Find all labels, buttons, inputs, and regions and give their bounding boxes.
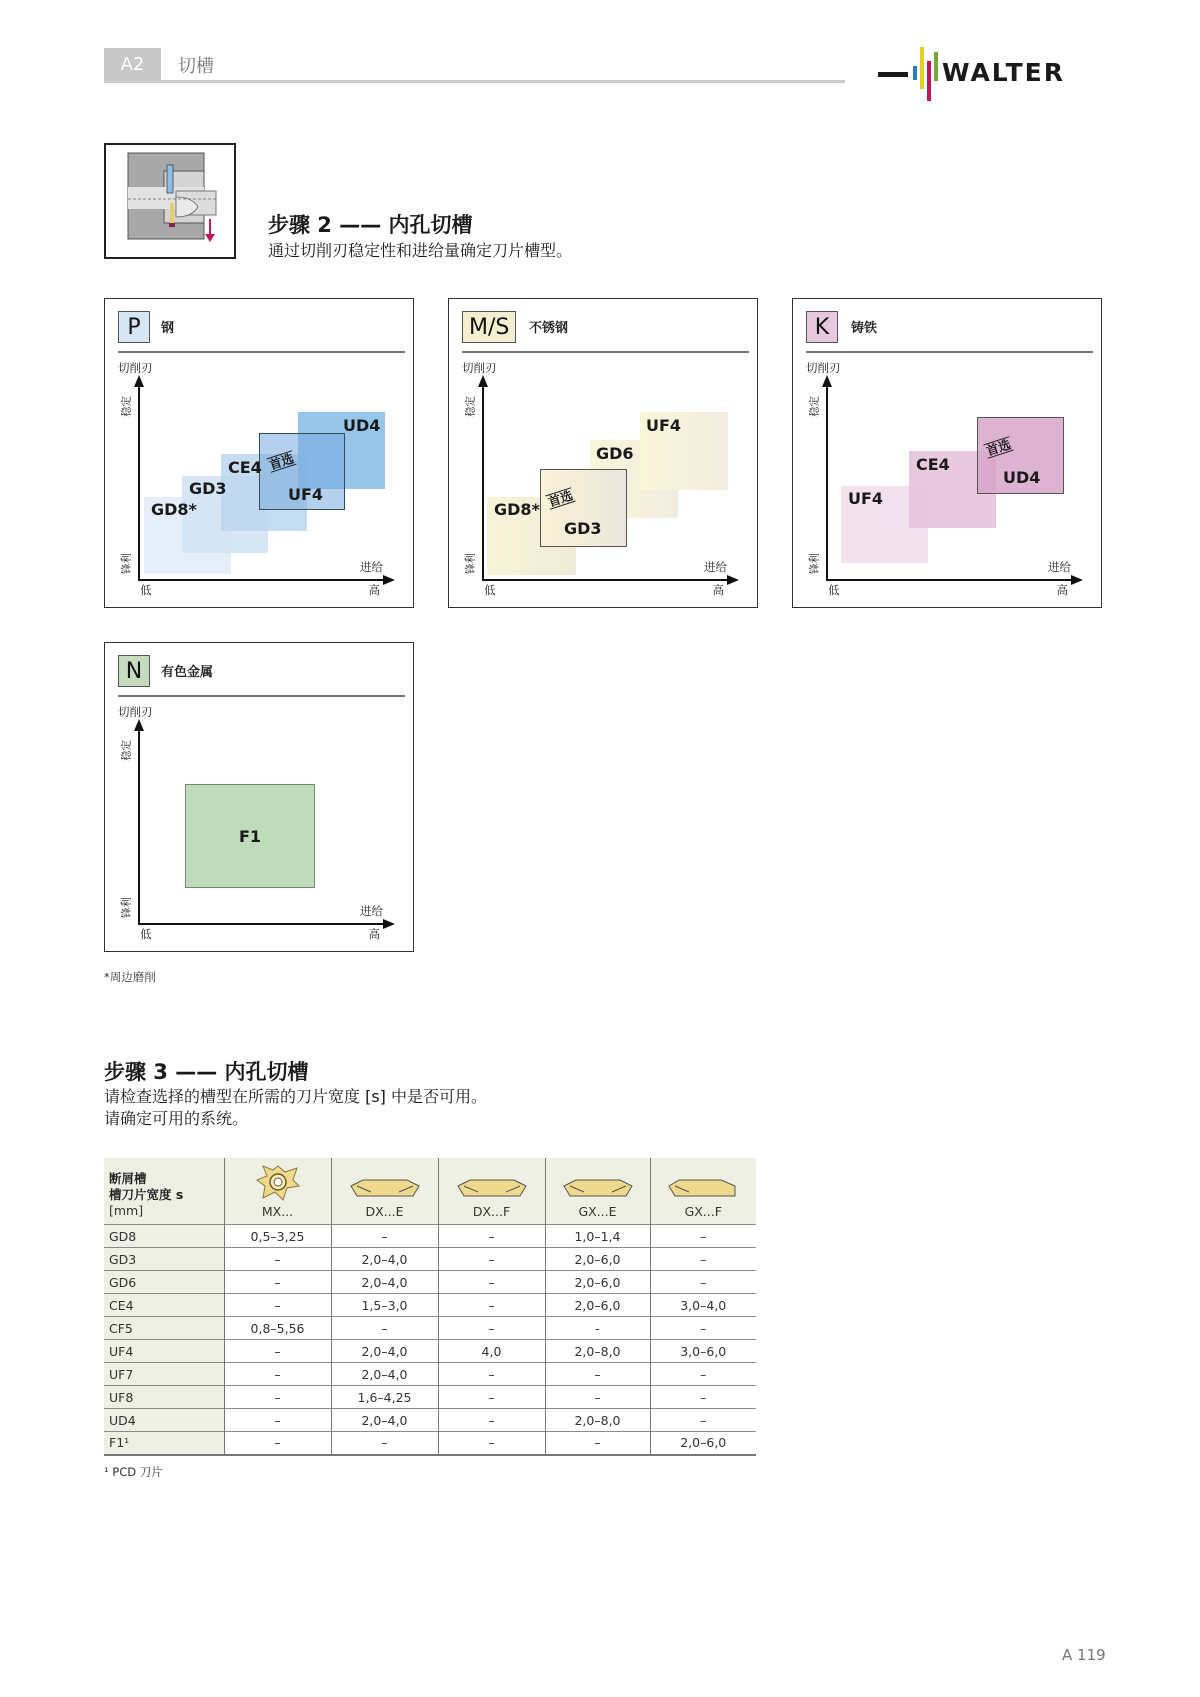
x-axis-low-label: 低	[484, 583, 496, 597]
block-label: UD4	[1003, 468, 1041, 487]
column-label: MX...	[261, 1204, 294, 1219]
cell: –	[650, 1363, 756, 1386]
column-label: GX...E	[578, 1204, 617, 1219]
row-name: CF5	[104, 1317, 224, 1340]
table-row	[104, 1340, 756, 1363]
y-axis-high-label: 稳定	[120, 396, 133, 417]
cell: -	[545, 1317, 650, 1340]
column-header-gx-f	[650, 1158, 756, 1225]
y-axis	[482, 387, 484, 581]
internal-grooving-diagram-icon	[104, 143, 236, 259]
table-row	[104, 1386, 756, 1409]
cell: –	[545, 1386, 650, 1409]
chipbreaker-width-table	[104, 1158, 756, 1456]
block-label: CE4	[228, 458, 262, 477]
cell: 1,6–4,25	[331, 1386, 438, 1409]
y-axis	[138, 731, 140, 925]
material-name: 铸铁	[851, 321, 878, 336]
chart-ms-stainless	[448, 298, 758, 608]
divider	[462, 351, 749, 353]
table-row	[104, 1294, 756, 1317]
y-axis-low-label: 锋利	[120, 553, 133, 574]
cell: –	[438, 1294, 545, 1317]
cell: –	[650, 1248, 756, 1271]
cell: 2,0–6,0	[545, 1294, 650, 1317]
row-name: GD8	[104, 1225, 224, 1248]
table-row	[104, 1432, 756, 1455]
block-label: CE4	[916, 455, 950, 474]
x-axis	[138, 923, 383, 925]
cell: –	[224, 1294, 331, 1317]
block-label: GD8*	[151, 500, 197, 519]
cell: 0,5–3,25	[224, 1225, 331, 1248]
table-row	[104, 1225, 756, 1248]
walter-logo-icon	[878, 44, 1108, 104]
chart-n-nonferrous	[104, 642, 414, 952]
cell: 4,0	[438, 1340, 545, 1363]
cell: –	[438, 1409, 545, 1432]
row-name: GD3	[104, 1248, 224, 1271]
header-line: 槽刀片宽度 s	[109, 1187, 184, 1202]
y-axis-title: 切削刃	[118, 705, 153, 719]
block-label: UD4	[343, 416, 381, 435]
svg-text:WALTER: WALTER	[942, 58, 1065, 87]
x-axis-high-label: 高	[368, 927, 380, 941]
section-badge: A2	[104, 48, 161, 81]
cell: 3,0–4,0	[650, 1294, 756, 1317]
cell: –	[224, 1363, 331, 1386]
divider	[118, 351, 405, 353]
cell: –	[438, 1386, 545, 1409]
cell: –	[650, 1225, 756, 1248]
cell: –	[438, 1363, 545, 1386]
cell: 1,5–3,0	[331, 1294, 438, 1317]
y-axis-high-label: 稳定	[120, 740, 133, 761]
cell: 2,0–4,0	[331, 1409, 438, 1432]
chart-k-cast-iron	[792, 298, 1102, 608]
cell: –	[438, 1248, 545, 1271]
cell: 2,0–6,0	[650, 1432, 756, 1455]
cell: –	[331, 1225, 438, 1248]
preferred-tag: 首选	[546, 487, 575, 510]
cell: –	[438, 1271, 545, 1294]
header-line: [mm]	[109, 1203, 144, 1218]
y-axis-title: 切削刃	[462, 361, 497, 375]
preferred-tag: 首选	[267, 450, 296, 473]
divider	[806, 351, 1093, 353]
step3-line1: 请检查选择的槽型在所需的刀片宽度 [s] 中是否可用。	[104, 1087, 487, 1106]
cell: 3,0–6,0	[650, 1340, 756, 1363]
cell: –	[224, 1432, 331, 1455]
material-name: 钢	[161, 321, 175, 336]
cell: 2,0–8,0	[545, 1340, 650, 1363]
x-axis-title: 进给	[1048, 560, 1071, 574]
chart-p-steel	[104, 298, 414, 608]
section-title: 切槽	[178, 56, 214, 77]
preferred-tag: 首选	[984, 436, 1013, 459]
x-axis-title: 进给	[360, 904, 383, 918]
dx-e-insert-icon	[347, 1162, 423, 1202]
material-badge-p: P	[118, 311, 150, 343]
page-number: A 119	[1062, 1646, 1106, 1664]
step3-line2: 请确定可用的系统。	[104, 1109, 249, 1128]
table-row	[104, 1248, 756, 1271]
cell: 2,0–6,0	[545, 1248, 650, 1271]
cell: –	[331, 1432, 438, 1455]
y-axis-title: 切削刃	[806, 361, 841, 375]
column-header-mx	[224, 1158, 331, 1225]
row-name: UD4	[104, 1409, 224, 1432]
material-badge-ms: M/S	[462, 311, 516, 343]
row-name: CE4	[104, 1294, 224, 1317]
header-line: 断屑槽	[109, 1171, 147, 1186]
row-name: UF7	[104, 1363, 224, 1386]
cell: –	[224, 1271, 331, 1294]
y-axis-high-label: 稳定	[464, 396, 477, 417]
cell: –	[650, 1271, 756, 1294]
x-axis	[482, 579, 727, 581]
row-name: UF8	[104, 1386, 224, 1409]
table-row	[104, 1363, 756, 1386]
footnote-star: *周边磨削	[104, 970, 156, 984]
cell: 2,0–4,0	[331, 1340, 438, 1363]
cell: –	[650, 1317, 756, 1340]
footnote-pcd: ¹ PCD 刀片	[104, 1465, 163, 1479]
cell: –	[224, 1409, 331, 1432]
cell: 2,0–4,0	[331, 1248, 438, 1271]
block-label: UF4	[288, 485, 324, 504]
x-axis-high-label: 高	[1056, 583, 1068, 597]
x-axis-high-label: 高	[712, 583, 724, 597]
step2-subtitle: 通过切削刃稳定性和进给量确定刀片槽型。	[268, 241, 573, 260]
row-name: UF4	[104, 1340, 224, 1363]
divider	[118, 695, 405, 697]
material-badge-k: K	[806, 311, 838, 343]
x-axis	[138, 579, 383, 581]
block-label: GD3	[564, 519, 602, 538]
y-axis-title: 切削刃	[118, 361, 153, 375]
cell: –	[545, 1432, 650, 1455]
x-axis-title: 进给	[704, 560, 727, 574]
cell: –	[438, 1432, 545, 1455]
y-axis-high-label: 稳定	[808, 396, 821, 417]
table-row	[104, 1317, 756, 1340]
cell: –	[224, 1248, 331, 1271]
cell: –	[438, 1225, 545, 1248]
dx-f-insert-icon	[454, 1162, 530, 1202]
block-label: GD6	[596, 444, 634, 463]
cell: 2,0–4,0	[331, 1271, 438, 1294]
cell: –	[331, 1317, 438, 1340]
gx-e-insert-icon	[560, 1162, 636, 1202]
x-axis-low-label: 低	[140, 583, 152, 597]
header-divider	[104, 80, 845, 83]
cell: –	[438, 1317, 545, 1340]
cell: –	[650, 1386, 756, 1409]
gx-f-insert-icon	[665, 1162, 741, 1202]
block-label: GD3	[189, 479, 227, 498]
cell: –	[224, 1386, 331, 1409]
block-label: UF4	[848, 489, 884, 508]
y-axis-low-label: 锋利	[120, 897, 133, 918]
y-axis	[826, 387, 828, 581]
table-row	[104, 1409, 756, 1432]
cell: 0,8–5,56	[224, 1317, 331, 1340]
block-label: GD8*	[494, 500, 540, 519]
x-axis-low-label: 低	[828, 583, 840, 597]
column-header-dx-e	[331, 1158, 438, 1225]
cell: –	[224, 1340, 331, 1363]
cell: –	[650, 1409, 756, 1432]
cell: 2,0–6,0	[545, 1271, 650, 1294]
row-name: GD6	[104, 1271, 224, 1294]
step3-title: 步骤 3 —— 内孔切槽	[104, 1060, 309, 1084]
block-label: UF4	[646, 416, 682, 435]
x-axis-high-label: 高	[368, 583, 380, 597]
y-axis-low-label: 锋利	[464, 553, 477, 574]
material-name: 有色金属	[161, 665, 214, 680]
cell: –	[545, 1363, 650, 1386]
table-header-first	[104, 1158, 224, 1225]
row-name: F1¹	[104, 1432, 224, 1455]
x-axis-title: 进给	[360, 560, 383, 574]
column-label: GX...F	[684, 1204, 722, 1219]
block-label: F1	[239, 827, 262, 846]
material-name: 不锈钢	[529, 321, 569, 336]
column-header-dx-f	[438, 1158, 545, 1225]
mx-insert-icon	[253, 1162, 303, 1202]
material-badge-n: N	[118, 655, 150, 687]
cell: 2,0–8,0	[545, 1409, 650, 1432]
column-label: DX...F	[472, 1204, 511, 1219]
y-axis-low-label: 锋利	[808, 553, 821, 574]
x-axis	[826, 579, 1071, 581]
step2-title: 步骤 2 —— 内孔切槽	[268, 213, 473, 237]
y-axis	[138, 387, 140, 581]
table-row	[104, 1271, 756, 1294]
column-header-gx-e	[545, 1158, 650, 1225]
cell: 1,0–1,4	[545, 1225, 650, 1248]
cell: 2,0–4,0	[331, 1363, 438, 1386]
x-axis-low-label: 低	[140, 927, 152, 941]
column-label: DX...E	[365, 1204, 404, 1219]
